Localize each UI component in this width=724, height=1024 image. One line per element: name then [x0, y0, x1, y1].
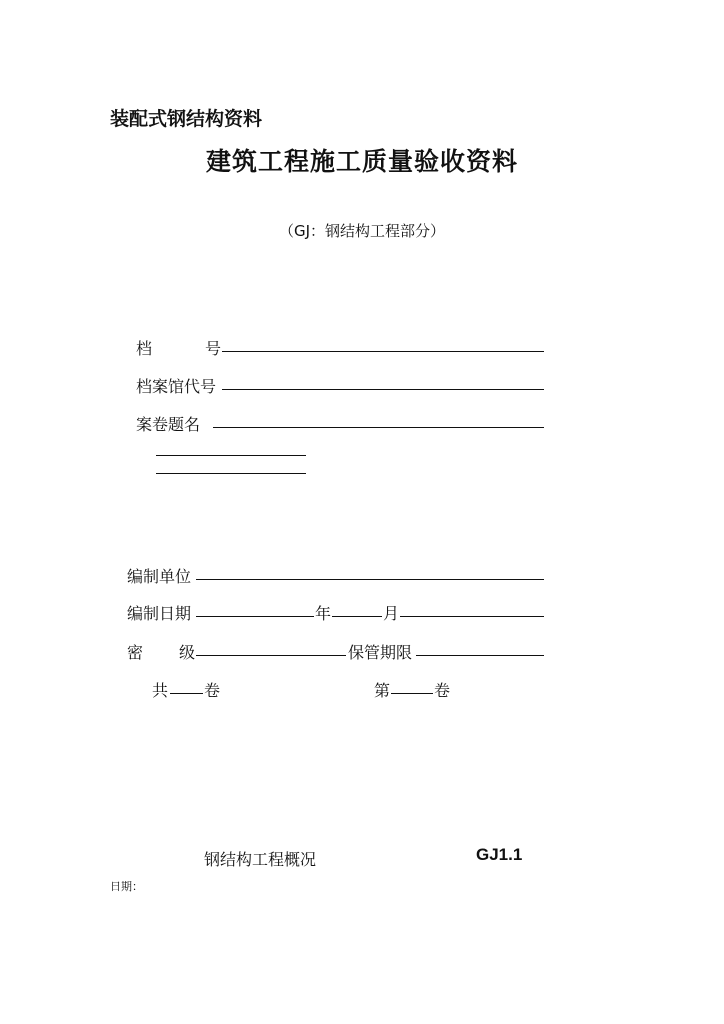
file-no-label-char1: 档 — [136, 339, 153, 358]
month-line — [332, 616, 382, 617]
form-code: GJ1.1 — [476, 845, 523, 864]
file-no-line — [222, 351, 544, 352]
page-title: 建筑工程施工质量验收资料 — [205, 147, 518, 176]
year-line — [196, 616, 314, 617]
total-volumes-suffix: 卷 — [204, 681, 221, 700]
page-subtitle: （GJ：钢结构工程部分） — [278, 222, 446, 240]
year-label: 年 — [315, 604, 332, 623]
total-volumes-prefix: 共 — [152, 681, 169, 700]
day-line — [400, 616, 544, 617]
file-no-label-char2: 号 — [205, 339, 222, 358]
nth-volume-line — [391, 693, 433, 694]
retention-line — [416, 655, 544, 656]
secret-label-char2: 级 — [179, 643, 196, 662]
date-label: 日期： — [110, 880, 143, 893]
series-title: 装配式钢结构资料 — [110, 108, 263, 130]
retention-label: 保管期限 — [348, 643, 413, 662]
compile-date-label: 编制日期 — [127, 604, 192, 623]
volume-title-line-3 — [156, 473, 306, 474]
archive-code-label: 档案馆代号 — [136, 377, 217, 396]
nth-volume-prefix: 第 — [374, 681, 391, 700]
total-volumes-line — [170, 693, 203, 694]
volume-title-line-2 — [156, 455, 306, 456]
volume-title-line — [213, 427, 544, 428]
section-title: 钢结构工程概况 — [204, 850, 317, 869]
compile-unit-line — [196, 579, 544, 580]
compile-unit-label: 编制单位 — [127, 567, 192, 586]
archive-code-line — [222, 389, 544, 390]
secret-line — [196, 655, 346, 656]
month-label: 月 — [383, 604, 400, 623]
secret-label-char1: 密 — [127, 643, 144, 662]
nth-volume-suffix: 卷 — [434, 681, 451, 700]
volume-title-label: 案卷题名 — [136, 415, 201, 434]
